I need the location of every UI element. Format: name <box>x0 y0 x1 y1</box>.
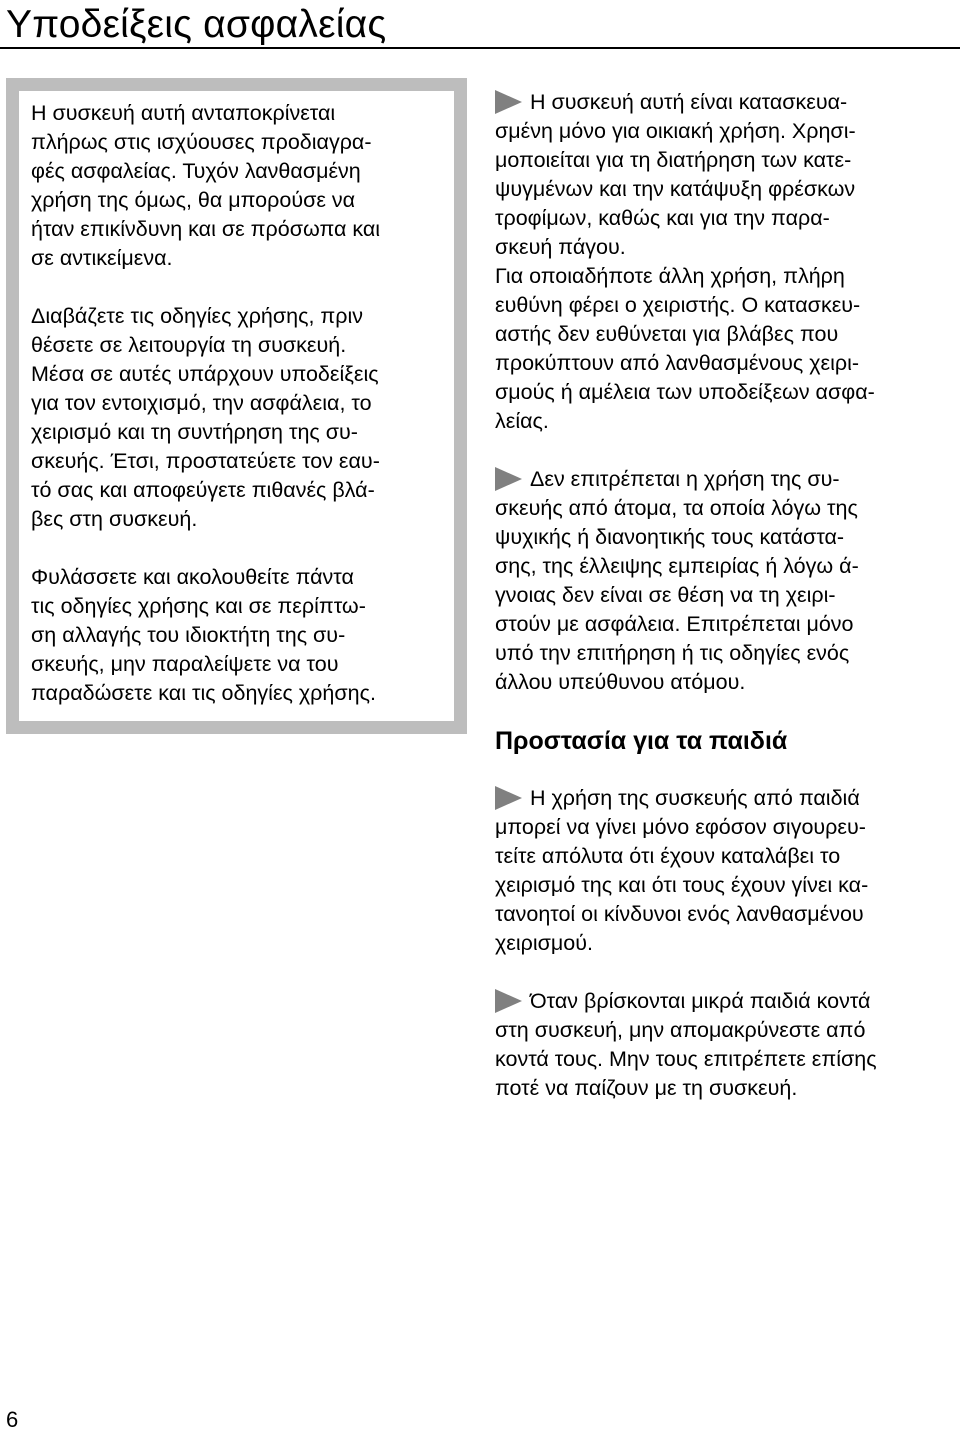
children-use-item <box>495 784 955 958</box>
children-supervision-item <box>495 987 955 1103</box>
text-line: Όταν βρίσκονται μικρά παιδιά κοντά <box>495 987 955 1016</box>
text-line: ήταν επικίνδυνη και σε πρόσωπα και <box>31 217 381 241</box>
text-line: τις οδηγίες χρήσης και σε περίπτω- <box>31 594 366 618</box>
text-line: πλήρως στις ισχύουσες προδιαγρα- <box>31 130 372 154</box>
text-line: στούν με ασφάλεια. Επιτρέπεται μόνο <box>495 612 854 636</box>
child-protection-heading: Προστασία για τα παιδιά <box>495 727 788 755</box>
text-line: στη συσκευή, μην απομακρύνεστε από <box>495 1018 866 1042</box>
text-line: γνοιας δεν είναι σε θέση να τη χειρι- <box>495 583 836 607</box>
text-line: ση αλλαγής του ιδιοκτήτη της συ- <box>31 623 346 647</box>
text-line: ποτέ να παίζουν με τη συσκευή. <box>495 1076 798 1100</box>
text-line: Η χρήση της συσκευής από παιδιά <box>495 784 955 813</box>
text-line: υπό την επιτήρηση ή τις οδηγίες ενός <box>495 641 850 665</box>
text-line: φές ασφαλείας. Τυχόν λανθασμένη <box>31 159 361 183</box>
text-line: παραδώσετε και τις οδηγίες χρήσης. <box>31 681 376 705</box>
text-line: βες στη συσκευή. <box>31 507 198 531</box>
text-line: Μέσα σε αυτές υπάρχουν υποδείξεις <box>31 362 379 386</box>
text-line: τείτε απόλυτα ότι έχουν καταλάβει το <box>495 844 841 868</box>
text-line: Φυλάσσετε και ακολουθείτε πάντα <box>31 565 354 589</box>
text-line: σκευής από άτομα, τα οποία λόγω της <box>495 496 858 520</box>
text-line: σκευής. Έτσι, προστατεύετε τον εαυ- <box>31 449 380 473</box>
right-column <box>495 88 955 1132</box>
text-line: τό σας και αποφεύγετε πιθανές βλά- <box>31 478 375 502</box>
intended-use-item <box>495 88 955 436</box>
text-line: αστής δεν ευθύνεται για βλάβες που <box>495 322 839 346</box>
title-rule <box>0 47 960 49</box>
text-line: Η συσκευή αυτή είναι κατασκευα- <box>495 88 955 117</box>
read-instructions-paragraph <box>31 302 446 534</box>
page-number: 6 <box>6 1407 19 1432</box>
text-line: σκευή πάγου. <box>495 235 626 259</box>
text-line: προκύπτουν από λανθασμένους χειρι- <box>495 351 860 375</box>
restricted-persons-item <box>495 465 955 697</box>
bullet-arrow-icon <box>495 989 522 1013</box>
bullet-arrow-icon <box>495 786 522 810</box>
text-line: Η συσκευή αυτή ανταποκρίνεται <box>31 101 336 125</box>
text-line: σμένη μόνο για οικιακή χρήση. Χρησι- <box>495 119 856 143</box>
text-line: άλλου υπεύθυνου ατόμου. <box>495 670 746 694</box>
text-line: ψυχικής ή διανοητικής τους κατάστα- <box>495 525 845 549</box>
bullet-arrow-icon <box>495 90 522 114</box>
text-line: λείας. <box>495 409 549 433</box>
bullet-arrow-icon <box>495 467 522 491</box>
page-title: Υποδείξεις ασφαλείας <box>6 3 387 46</box>
text-line: σκευής, μην παραλείψετε να του <box>31 652 339 676</box>
text-line: για τον εντοιχισμό, την ασφάλεια, το <box>31 391 372 415</box>
text-line: χρήση της όμως, θα μπορούσε να <box>31 188 356 212</box>
text-line: σης, της έλλειψης εμπειρίας ή λόγω ά- <box>495 554 859 578</box>
text-line: κοντά τους. Μην τους επιτρέπετε επίσης <box>495 1047 877 1071</box>
text-line: τανοητοί οι κίνδυνοι ενός λανθασμένου <box>495 902 864 926</box>
text-line: Δεν επιτρέπεται η χρήση της συ- <box>495 465 955 494</box>
keep-instructions-paragraph <box>31 563 446 708</box>
text-line: ευθύνη φέρει ο χειριστής. Ο κατασκευ- <box>495 293 861 317</box>
intro-paragraph <box>31 99 446 273</box>
text-line: Για οποιαδήποτε άλλη χρήση, πλήρη <box>495 264 845 288</box>
text-line: χειρισμού. <box>495 931 593 955</box>
text-line: μπορεί να γίνει μόνο εφόσον σιγουρευ- <box>495 815 866 839</box>
text-line: θέσετε σε λειτουργία τη συσκευή. <box>31 333 347 357</box>
text-line: σμούς ή αμέλεια των υποδείξεων ασφα- <box>495 380 875 404</box>
text-line: Διαβάζετε τις οδηγίες χρήσης, πριν <box>31 304 364 328</box>
text-line: τροφίμων, καθώς και για την παρα- <box>495 206 830 230</box>
text-line: σε αντικείμενα. <box>31 246 173 270</box>
text-line: ψυγμένων και την κατάψυξη φρέσκων <box>495 177 856 201</box>
text-line: χειρισμό της και ότι τους έχουν γίνει κα- <box>495 873 869 897</box>
text-line: χειρισμό και τη συντήρηση της συ- <box>31 420 358 444</box>
intro-box <box>6 78 467 734</box>
text-line: μοποιείται για τη διατήρηση των κατε- <box>495 148 852 172</box>
